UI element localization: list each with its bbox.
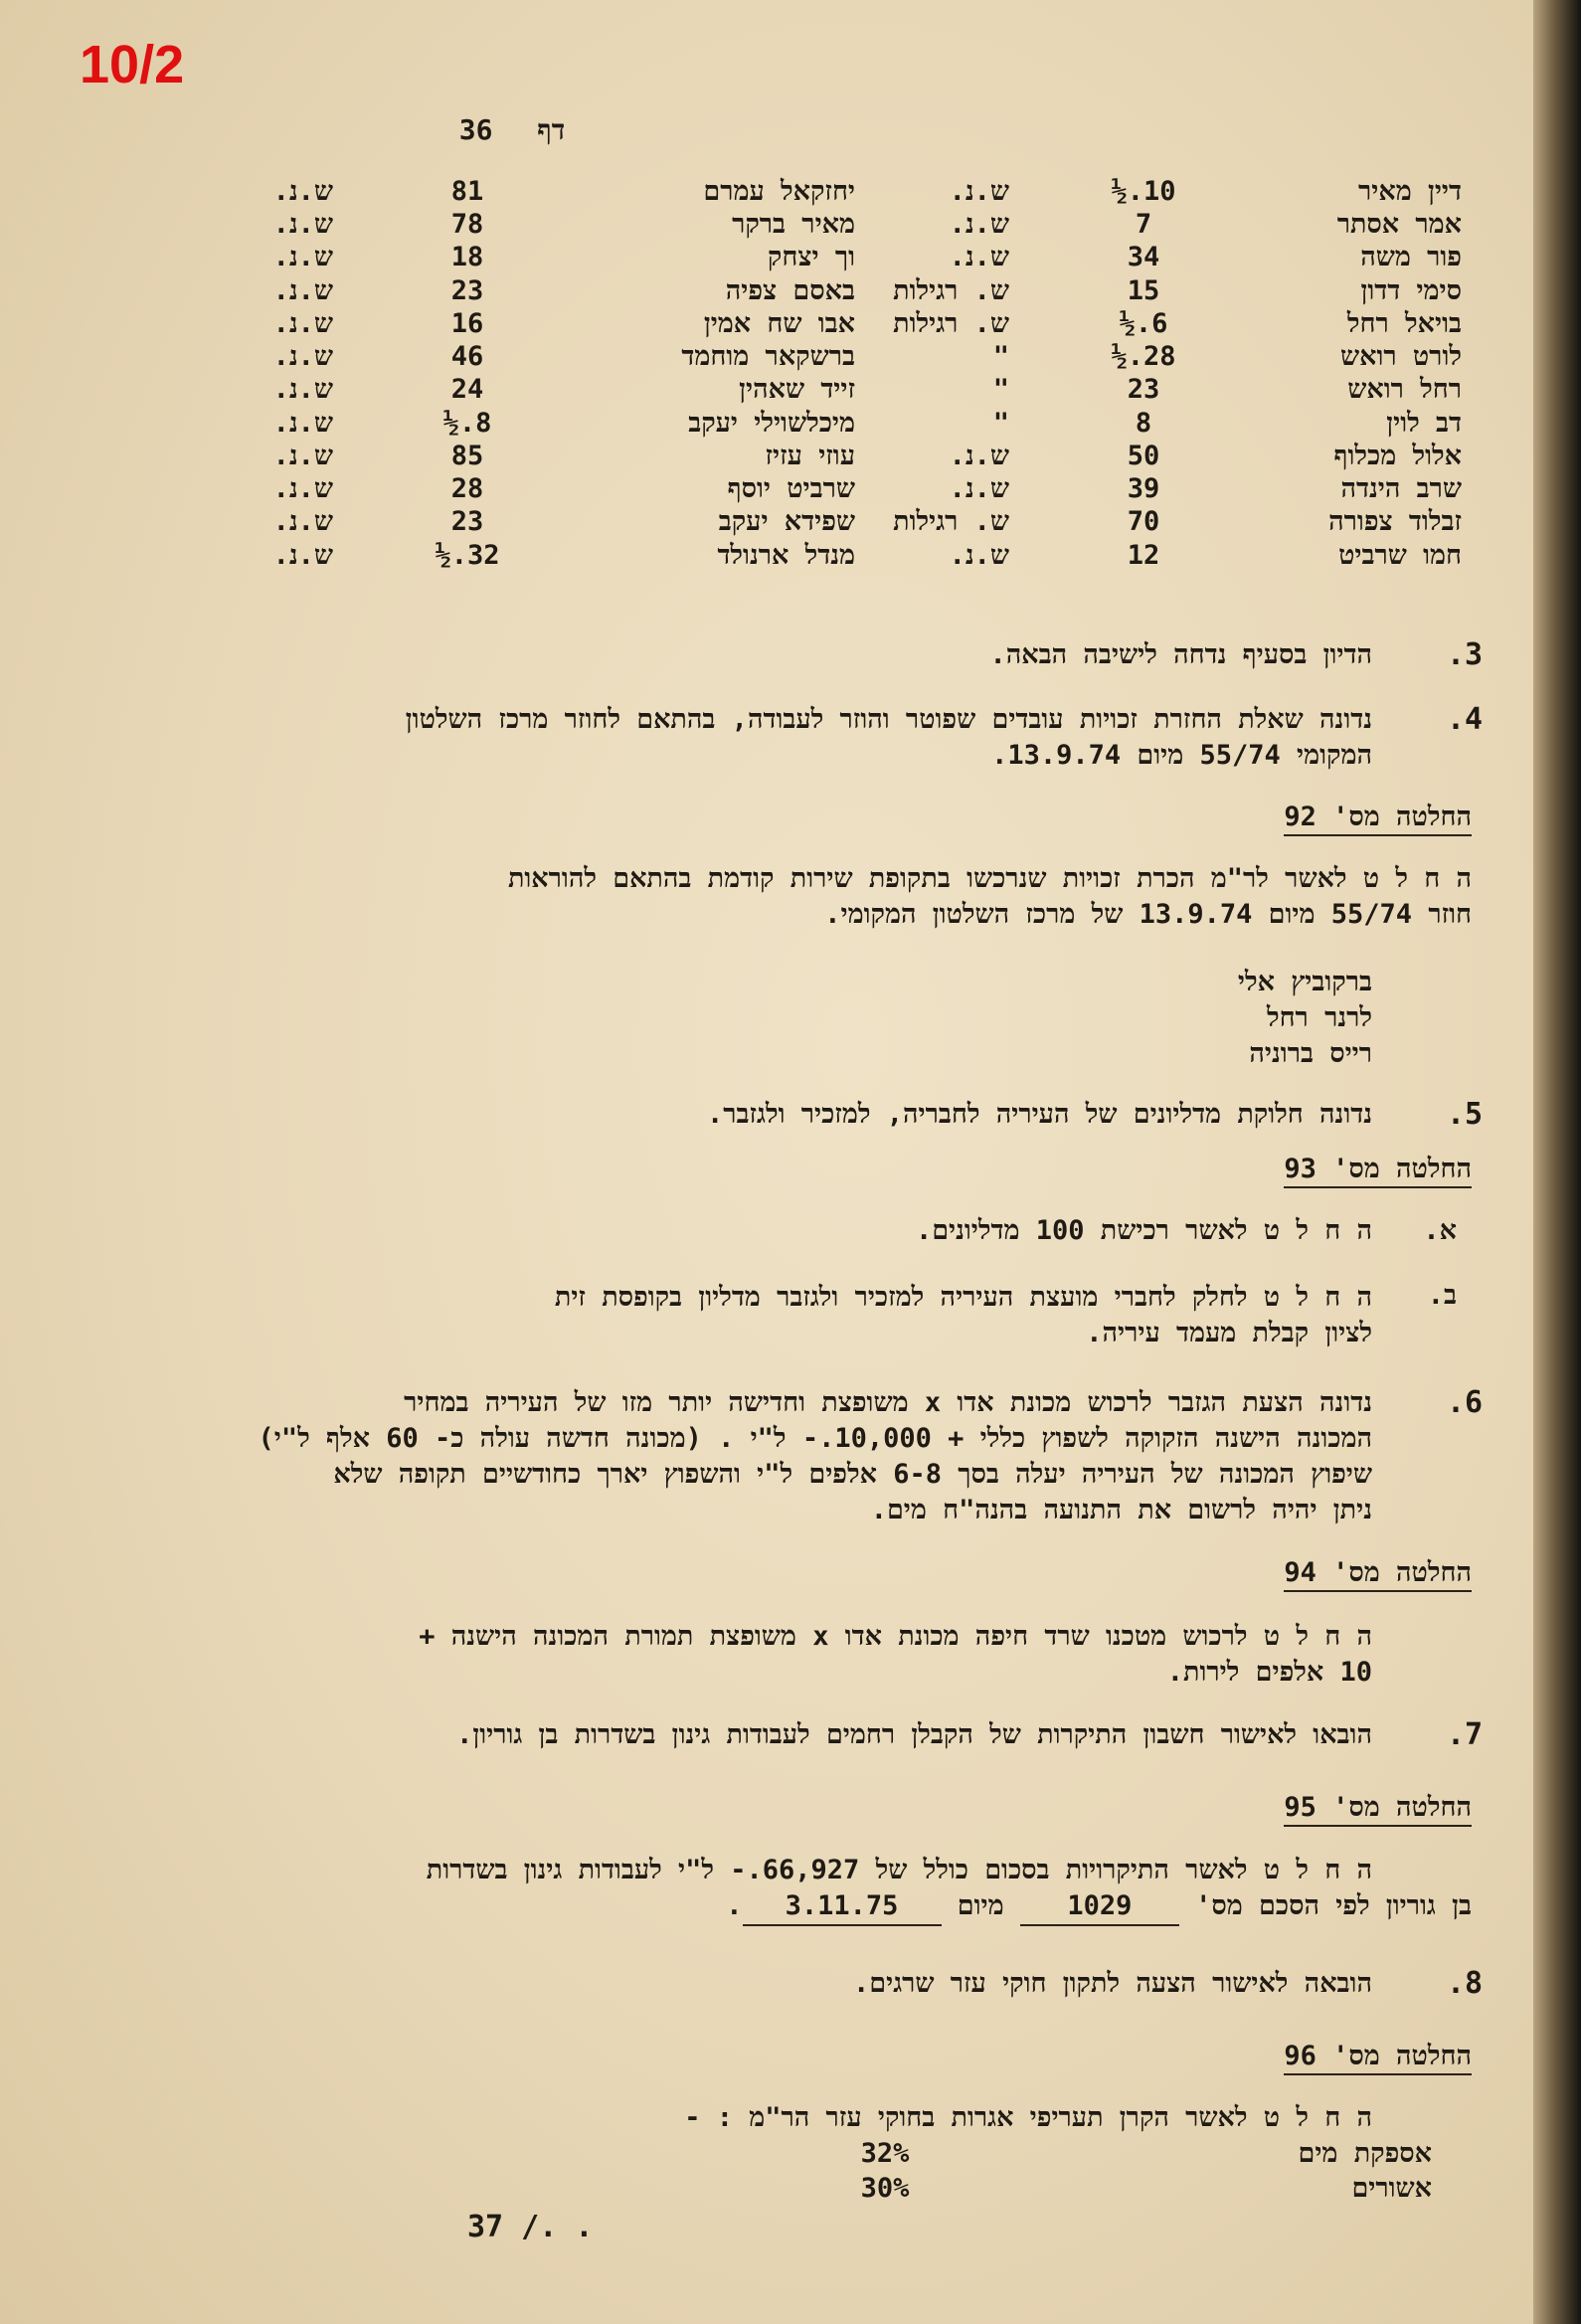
item-6-text: נדונה הצעת הגזבר לרכוש מכונת אדו x משופצת וחדישה יותר מזו של העיריה במחיר המכונה הישנה הזקוקה לשפוץ כללי + 10,000.- ל"י . (מכונה חדשה עולה כ- 60 אלף ל"י) שיפוץ המכונה של העיריה יעלה בסך 6-8 אלפים ל"י והשפוץ יארך כחודשיים תקופה שלא ניתן יהיה לרשום את התנועה בהנה"ח מים. — [258, 1387, 1372, 1525]
item-7-text: הובאו לאישור חשבון התיקרות של הקבלן רחמים לעבודות גינון בשדרות בן גוריון. — [456, 1719, 1372, 1750]
item-number: .4 — [1447, 702, 1484, 737]
resolution-93-b-text: ה ח ל ט לחלק לחברי מועצת העיריה למזכיר ולגזבר מדליון בקופסת זית לציון קבלת מעמד עיריה. — [554, 1282, 1372, 1348]
resolution-93-b-mark: ב. — [1427, 1280, 1457, 1311]
item-4-text: נדונה שאלת החזרת זכויות עובדים שפוטר והוזר לעבודה, בהתאם לחוזר מרכז השלטון המקומי 55/74 מיום 13.9.74. — [405, 704, 1372, 771]
rate-label: אספקת מים — [1298, 2138, 1432, 2169]
item-3-text: הדיון בסעיף נדחה לישיבה הבאה. — [989, 639, 1372, 670]
signatories-list — [974, 965, 1372, 1072]
resolution-93-a-text: ה ח ל ט לאשר רכישת 100 מדליונים. — [915, 1215, 1372, 1246]
agreement-date: 3.11.75 — [743, 1888, 942, 1926]
resolution-93-heading: החלטה מס' 93 — [1284, 1154, 1472, 1188]
item-number: .6 — [1447, 1385, 1484, 1420]
resolution-95-text: ה ח ל ט לאשר התיקרויות בסכום כולל של 66,927.- ל"י לעבודות גינון בשדרות בן גוריון לפי הסכם מס' 1029 מיום 3.11.75. — [139, 1853, 1472, 1926]
page-header — [438, 113, 587, 147]
list-item: ברקוביץ אלי — [1237, 967, 1372, 997]
rate-value: 30% — [860, 2173, 910, 2204]
item-5-text: נדונה חלוקת מדליונים של העיריה לחבריה, למזכיר ולגזבר. — [707, 1099, 1372, 1130]
item-number: .5 — [1447, 1097, 1484, 1132]
resolution-92-text: ה ח ל ט לאשר לר"מ הכרת זכויות שנרכשו בתקופת שירות קודמת בהתאם להוראות חוזר 55/74 מיום 13.9.74 של מרכז השלטון המקומי. — [507, 863, 1472, 930]
resolution-94-heading: החלטה מס' 94 — [1284, 1557, 1472, 1592]
list-item: לרנר רחל — [1266, 1002, 1372, 1033]
page-number: 36 — [458, 113, 493, 146]
resolution-96-text: ה ח ל ט לאשר הקרן תעריפי אגרות בחוקי עזר הר"מ : - — [684, 2102, 1372, 2133]
resolution-94-text: ה ח ל ט לרכוש מטכנו שרד חיפה מכונת אדו x משופצת תמורת המכונה הישנה + 10 אלפים לירות. — [419, 1621, 1372, 1688]
item-number: .7 — [1447, 1717, 1484, 1752]
page-stamp: 10/2 — [80, 35, 185, 94]
rate-value: 32% — [860, 2138, 910, 2169]
agreement-number: 1029 — [1020, 1888, 1179, 1926]
document-page: 10/2 דף 36 דיין מאיר 10.½ ש.נ. יחזקאל עמרם 81 ש.נ. אמר אסתר 7 ש.נ. מאיר ברקר 78 ש.נ. פור משה 34 ש.נ. וך יצחק 18 ש.נ. סימי דדון 15 ש. רגילות באסם צפיה 23 ש.נ. בויאל רחל 6.½ ש. רגילות אבו שח אמין 16 ש.נ. לורט רואש 28.½ " ברשקאר מוחמד 46 ש.נ. רחל רואש 23 " זייד שאהין 24 ש.נ. דב לוין 8 " מיכלשוילי יעקב 8.½ ש.נ. אלול מכלוף 50 ש.נ. עוזי עזיז 85 ש.נ. שרב הינדה 39 ש.נ. שרביט יוסף 28 ש.נ. זבלוד צפורה 70 ש. רגילות שפידא יעקב 23 ש.נ. חמו שרביט 12 ש.נ. מנדל ארנולד 32.½ ש.נ. .3 הדיון בסעיף נדחה לישיבה הבאה. .4 נדונה שאלת החזרת זכויות עובדים שפוטר והוזר לעבודה, בהתאם לחוזר מרכז השלטון המקומי 55/74 מיום 13.9.74. החלטה מס' 92 ה ח ל ט לאשר לר"מ הכרת זכויות שנרכשו בתקופת שירות קודמת בהתאם להוראות חוזר 55/74 מיום 13.9.74 של מרכז השלטון המקומי. ברקוביץ אלי לרנר רחל רייס ברוניה .5 נדונה חלוקת מדליונים של העיריה לחבריה, למזכיר ולגזבר. החלטה מס' 93 ה ח ל ט לאשר רכישת 100 מדליונים. א. ה ח ל ט לחלק לחברי מועצת העיריה למזכיר ולגזבר מדליון בקופסת זית לציון קבלת מעמד עיריה. ב. .6 נדונה הצעת הגזבר לרכוש מכונת אדו x משופצת וחדישה יותר מזו של העיריה במחיר המכונה הישנה הזקוקה לשפוץ כללי + 10,000.- ל"י . (מכונה חדשה עולה כ- 60 אלף ל"י) שיפוץ המכונה של העיריה יעלה בסך 6-8 אלפים ל"י והשפוץ יארך כחודשיים תקופה שלא ניתן יהיה לרשום את התנועה בהנה"ח מים. החלטה מס' 94 ה ח ל ט לרכוש מטכנו שרד חיפה מכונת אדו x משופצת תמורת המכונה הישנה + 10 אלפים לירות. .7 הובאו לאישור חשבון התיקרות של הקבלן רחמים לעבודות גינון בשדרות בן גוריון. החלטה מס' 95 ה ח ל ט לאשר התיקרויות בסכום כולל של 66,927.- ל"י לעבודות גינון בשדרות בן גוריון לפי הסכם מס' 1029 מיום 3.11.75. .8 הובאה לאישור הצעה לתקון חוקי עזר שרגים. החלטה מס' 96 ה ח ל ט לאשר הקרן תעריפי אגרות בחוקי עזר הר"מ : - אספקת מים 32% אשורים 30% 37 /. . — [0, 0, 1551, 2324]
item-number: .3 — [1447, 637, 1484, 672]
item-number: .8 — [1447, 1966, 1484, 2001]
resolution-95-heading: החלטה מס' 95 — [1284, 1792, 1472, 1827]
rate-label: אשורים — [1351, 2173, 1432, 2204]
item-8-text: הובאה לאישור הצעה לתקון חוקי עזר שרגים. — [853, 1968, 1372, 1999]
resolution-93-a-mark: א. — [1423, 1215, 1457, 1246]
page-continuation: 37 /. . — [467, 2210, 594, 2244]
page-label: דף — [537, 113, 566, 146]
list-item: רייס ברוניה — [1249, 1038, 1372, 1069]
resolution-96-heading: החלטה מס' 96 — [1284, 2041, 1472, 2075]
book-spine — [1533, 0, 1581, 2324]
resolution-92-heading: החלטה מס' 92 — [1284, 802, 1472, 836]
